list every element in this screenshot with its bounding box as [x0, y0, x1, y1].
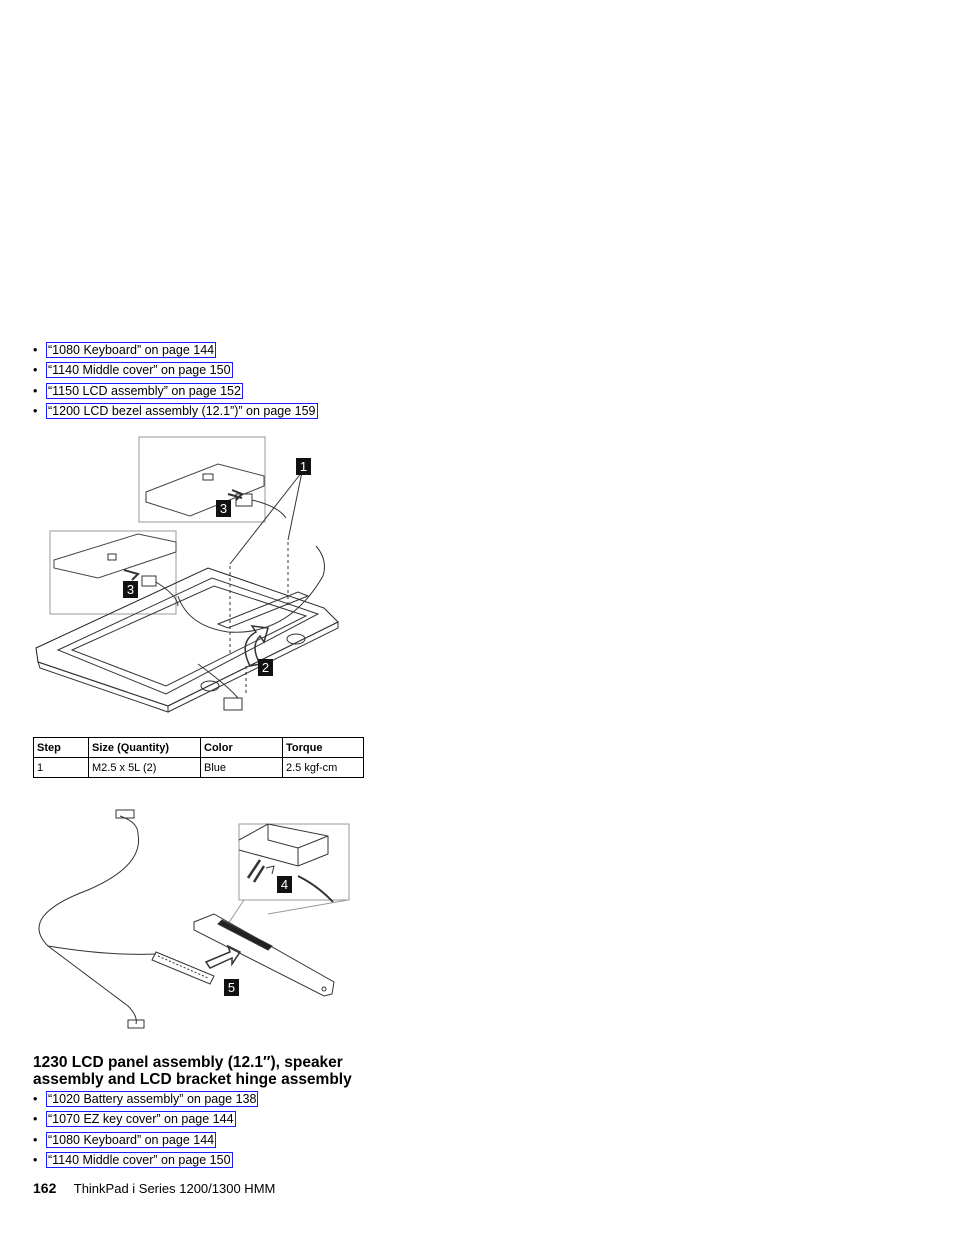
bullet: •	[33, 343, 38, 357]
header-torque: Torque	[283, 738, 364, 758]
lcd-assembly-illustration	[28, 436, 358, 720]
link-1070-ez-key-cover[interactable]: “1070 EZ key cover” on page 144	[48, 1112, 234, 1127]
svg-text:2: 2	[261, 660, 270, 675]
callout-1	[296, 458, 311, 475]
link-1080-keyboard-2[interactable]: “1080 Keyboard” on page 144	[48, 1132, 215, 1147]
screw-spec-table	[33, 737, 364, 778]
link-1200-lcd-bezel[interactable]: “1200 LCD bezel assembly (12.1”)” on page 159	[48, 403, 316, 418]
bullet: •	[33, 1092, 38, 1106]
footer-title: ThinkPad i Series 1200/1300 HMM	[73, 1181, 276, 1196]
svg-text:5: 5	[227, 980, 236, 995]
link-1080-keyboard[interactable]: “1080 Keyboard” on page 144	[48, 343, 215, 357]
header-size: Size (Quantity)	[89, 738, 201, 758]
link-1140-middle-cover[interactable]: “1140 Middle cover” on page 150	[48, 363, 231, 378]
cell-size: M2.5 x 5L (2)	[89, 758, 201, 778]
bullet: •	[33, 383, 38, 398]
callout-3-top	[216, 500, 231, 517]
bullet: •	[33, 403, 38, 418]
bullet: •	[33, 363, 38, 378]
callout-5	[224, 979, 239, 996]
bullet: •	[33, 1152, 38, 1167]
callout-2	[258, 659, 273, 676]
cell-torque: 2.5 kgf-cm	[283, 758, 364, 778]
lcd-cable-bracket-illustration	[28, 806, 358, 1036]
link-1140-middle-cover-2[interactable]: “1140 Middle cover” on page 150	[48, 1152, 231, 1167]
svg-text:4: 4	[280, 877, 289, 892]
bullet: •	[33, 1112, 38, 1127]
table-row	[34, 758, 364, 778]
link-1150-lcd-assembly[interactable]: “1150 LCD assembly” on page 152	[48, 383, 241, 398]
link-1020-battery[interactable]: “1020 Battery assembly” on page 138	[48, 1092, 257, 1106]
svg-text:3: 3	[126, 582, 135, 597]
cell-color: Blue	[201, 758, 283, 778]
section-heading: 1230 LCD panel assembly (12.1″), speaker assembly and LCD bracket hinge assembly	[33, 1054, 352, 1088]
svg-text:3: 3	[219, 501, 228, 516]
header-color: Color	[201, 738, 283, 758]
svg-text:1: 1	[299, 459, 308, 474]
header-step: Step	[34, 738, 89, 758]
cell-step: 1	[34, 758, 89, 778]
table-header-row	[34, 738, 364, 758]
callout-3-left	[123, 581, 138, 598]
callout-4	[277, 876, 292, 893]
bullet: •	[33, 1132, 38, 1147]
page-number: 162	[33, 1180, 57, 1196]
page-footer	[33, 1180, 275, 1196]
